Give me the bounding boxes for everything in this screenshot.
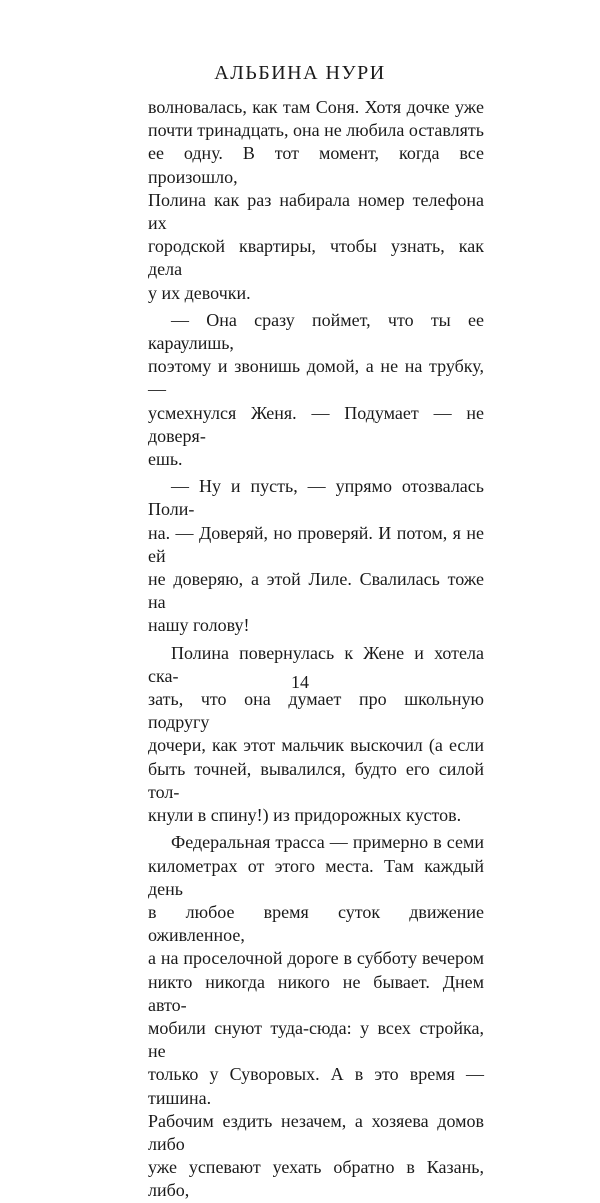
text-line: у их девочки. [148,282,251,303]
text-line: а на проселочной дороге в субботу вечером [148,948,484,969]
text-line: поэтому и звонишь домой, а не на трубку, — [148,356,484,400]
text-line: на. — Доверяй, но проверяй. И потом, я не ей [148,522,484,566]
text-line: не доверяю, а этой Лиле. Свалилась тоже на [148,569,484,613]
body-text [148,96,484,1203]
text-line: Федеральная трасса — примерно в семи [171,832,484,853]
text-line: нашу голову! [148,615,250,636]
text-line: — Она сразу поймет, что ты ее караулишь, [148,309,484,354]
text-line: уже успевают уехать обратно в Казань, либо, [148,1157,484,1201]
text-line: никто никогда никого не бывает. Днем авто- [148,971,484,1015]
text-line: ешь. [148,449,183,470]
text-line: городской квартиры, чтобы узнать, как дела [148,236,484,280]
text-line: волновалась, как там Соня. Хотя дочке уже [148,97,484,117]
text-line: в любое время суток движение оживленное, [148,901,484,946]
text-line: дочери, как этот мальчик выскочил (а если [148,735,484,756]
text-line: усмехнулся Женя. — Подумает — не доверя- [148,402,484,446]
running-header-author: АЛЬБИНА НУРИ [214,62,386,84]
page-number: 14 [291,672,309,692]
text-line: — Ну и пусть, — упрямо отозвалась Поли- [148,476,484,520]
text-line: быть точней, вывалился, будто его силой тол- [148,758,484,802]
text-line: ее одну. В тот момент, когда все произошло, [148,143,484,187]
text-line: кнули в спину!) из придорожных кустов. [148,805,462,826]
text-line: Полина повернулась к Жене и хотела ска- [148,642,484,686]
text-line: почти тринадцать, она не любила оставлять [148,120,484,141]
text-line: километрах от этого места. Там каждый день [148,855,484,899]
text-line: Полина как раз набирала номер телефона их [148,189,484,234]
text-line: Рабочим ездить незачем, а хозяева домов либо [148,1110,484,1154]
text-line: мобили снуют туда-сюда: у всех стройка, не [148,1017,484,1062]
text-line: зать, что она думает про школьную подругу [148,689,484,733]
text-line: только у Суворовых. А в это время — тишина. [148,1064,484,1108]
